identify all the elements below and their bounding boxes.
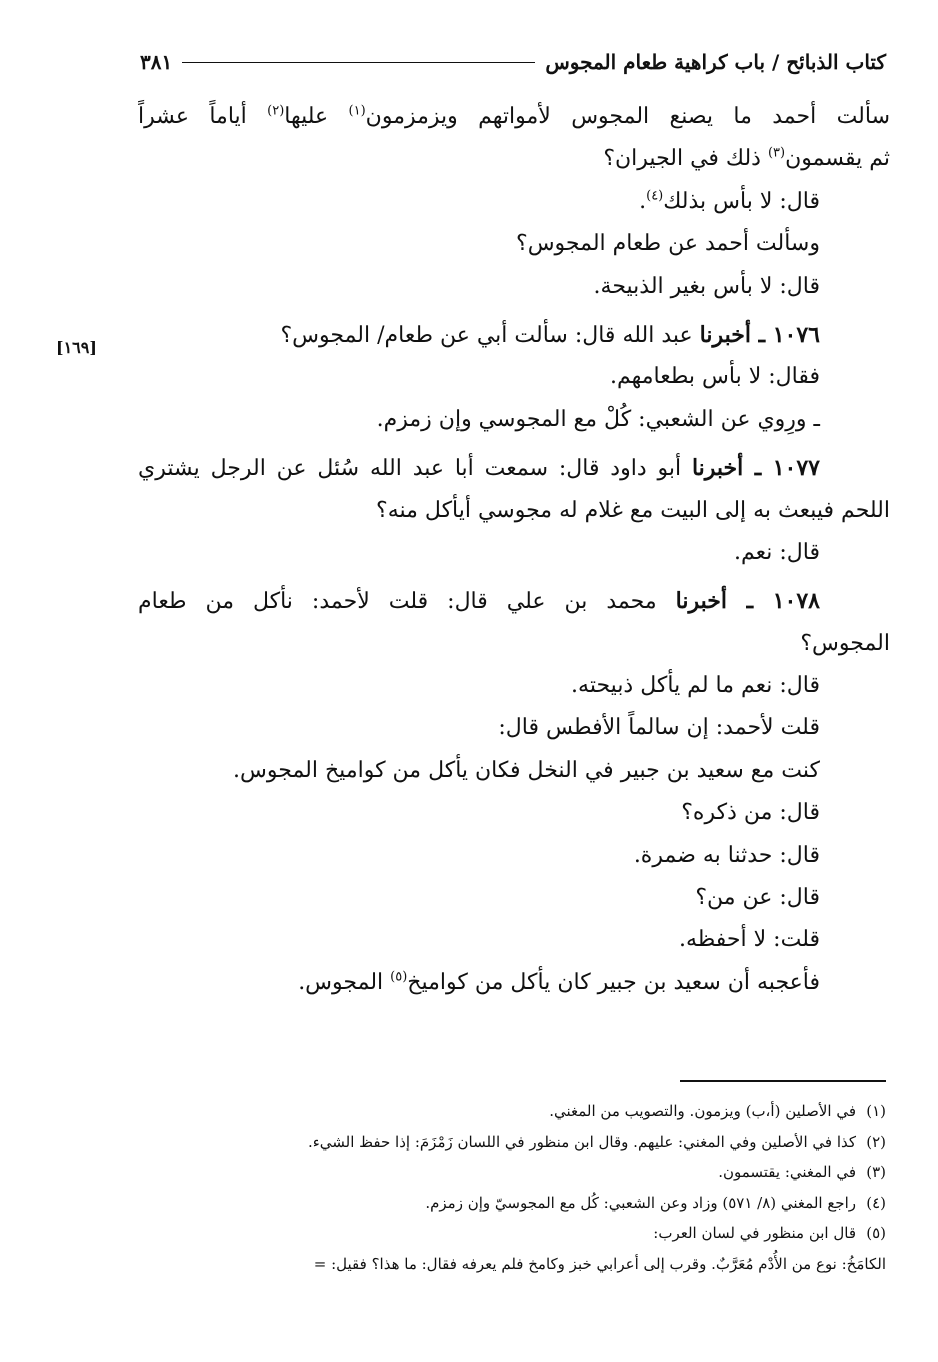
running-title: كتاب الذبائح / باب كراهية طعام المجوس xyxy=(545,50,886,74)
text-line: اللحم فيبعث به إلى البيت مع غلام له مجوسي أيأكل منه؟ xyxy=(376,497,890,523)
footnote-marker: (٢) xyxy=(267,103,285,119)
text-line: سألت أحمد ما يصنع المجوس لأمواتهم ويزمزمون$^{(١)}$ عليها$^{(٢)}$ أياماً عشراً xyxy=(138,103,890,129)
footnote: (٣)في المغني: يقتسمون. xyxy=(718,1163,886,1181)
text-line: قال: لا بأس بغير الذبيحة. xyxy=(593,273,820,299)
text-line: قلت لأحمد: إن سالماً الأفطس قال: xyxy=(498,715,820,741)
narration-number: ١٠٧٧ ـ أخبرنا xyxy=(691,455,820,482)
text-line: فأعجبه أن سعيد بن جبير كان يأكل من كواميخ$^{(٥)}$ المجوس. xyxy=(298,969,820,995)
footnote-separator xyxy=(680,1080,886,1082)
footnote-marker: (٣) xyxy=(767,146,786,162)
footnote-marker: (١) xyxy=(348,103,366,119)
text-line: قال: نعم. xyxy=(734,539,820,565)
text-line: قال: لا بأس بذلك$^{(٤)}$. xyxy=(639,188,820,214)
page-number: ٣٨١ xyxy=(140,50,173,74)
text-line: ـ ورِوي عن الشعبي: كُلْ مع المجوسي وإن زمزم. xyxy=(376,406,820,432)
text-line: كنت مع سعيد بن جبير في النخل فكان يأكل من كواميخ المجوس. xyxy=(233,757,820,783)
text-line: قلت: لا أحفظه. xyxy=(678,927,820,953)
text-line: قال: عن من؟ xyxy=(695,885,820,911)
text-line: قال: حدثنا به ضمرة. xyxy=(633,842,820,868)
text-line: ثم يقسمون$^{(٣)}$ ذلك في الجيران؟ xyxy=(603,146,890,172)
header-rule xyxy=(182,62,535,63)
text-line: المجوس؟ xyxy=(800,630,890,656)
footnote: (٤)راجع المغني (٨/ ٥٧١) وزاد وعن الشعبي: كُل مع المجوسيّ وإن زمزم. xyxy=(425,1193,886,1212)
narration-number: ١٠٧٨ ـ أخبرنا xyxy=(675,588,820,615)
text-line: وسألت أحمد عن طعام المجوس؟ xyxy=(516,231,820,257)
footnote-continuation: الكامَخُ: نوع من الأُدْم مُعَرَّبٌ. وقرب إلى أعرابي خبز وكامخ فلم يعرفه فقال: ما هذا؟ فقيل: = xyxy=(313,1254,886,1273)
running-header xyxy=(140,44,886,80)
text-line: قال: من ذكره؟ xyxy=(681,800,820,826)
narration-1078: ١٠٧٨ ـ أخبرنا محمد بن علي قال: قلت لأحمد: نأكل من طعام xyxy=(138,588,820,615)
narration-number: ١٠٧٦ ـ أخبرنا xyxy=(699,321,820,348)
footnote: (١)في الأصلين (أ،ب) ويزمون. والتصويب من المغني. xyxy=(549,1102,886,1120)
narration-1077: ١٠٧٧ ـ أخبرنا أبو داود قال: سمعت أبا عبد الله سُئل عن الرجل يشتري xyxy=(138,455,820,482)
footnotes xyxy=(110,1096,886,1279)
footnote-marker: (٥) xyxy=(390,969,408,985)
narration-1076: ١٠٧٦ ـ أخبرنا عبد الله قال: سألت أبي عن طعام/ المجوس؟ xyxy=(280,321,820,348)
footnote: (٢)كذا في الأصلين وفي المغني: عليهم. وقال ابن منظور في اللسان زَمْزَمَ: إذا حفظ الشيء. xyxy=(307,1132,886,1151)
margin-reference: [١٦٩] xyxy=(56,338,97,357)
footnote-marker: (٤) xyxy=(646,188,664,204)
main-text xyxy=(138,96,890,1004)
text-line: فقال: لا بأس بطعامهم. xyxy=(610,364,820,390)
text-line: قال: نعم ما لم يأكل ذبيحته. xyxy=(571,673,820,699)
footnote: (٥)قال ابن منظور في لسان العرب: xyxy=(653,1224,886,1242)
